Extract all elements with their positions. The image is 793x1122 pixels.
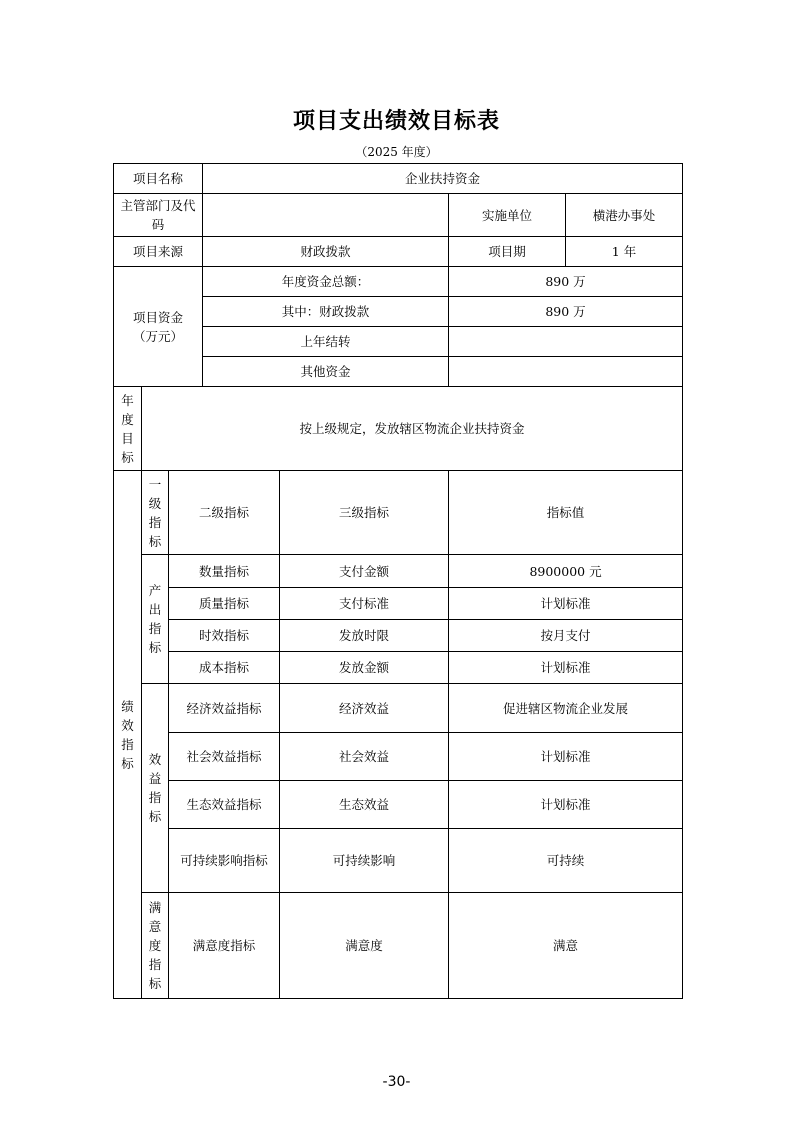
level2-header: 二级指标 xyxy=(169,471,280,555)
project-name-value: 企业扶持资金 xyxy=(203,164,683,194)
annual-goal-text: 按上级规定，发放辖区物流企业扶持资金 xyxy=(142,387,683,471)
funds-label-line2: （万元） xyxy=(133,328,184,344)
benefit-l2: 社会效益指标 xyxy=(169,733,280,781)
dept-value xyxy=(203,194,449,237)
funds-label-line1: 项目资金 xyxy=(133,309,184,325)
output-l3: 发放金额 xyxy=(280,652,449,684)
benefit-l3: 生态效益 xyxy=(280,781,449,829)
benefit-value: 计划标准 xyxy=(449,781,683,829)
output-value: 按月支付 xyxy=(449,620,683,652)
funds-label xyxy=(114,267,203,387)
unit-value: 横港办事处 xyxy=(566,194,683,237)
table-row xyxy=(114,893,683,999)
table-row xyxy=(114,829,683,893)
performance-table xyxy=(113,163,683,999)
funds-other-value xyxy=(449,357,683,387)
page-title: 项目支出绩效目标表 xyxy=(292,108,500,134)
source-label: 项目来源 xyxy=(114,237,203,267)
benefit-label: 效益指标 xyxy=(142,684,169,893)
output-label: 产出指标 xyxy=(142,555,169,684)
benefit-l3: 经济效益 xyxy=(280,684,449,733)
table-row xyxy=(114,620,683,652)
table-row xyxy=(114,684,683,733)
table-row xyxy=(114,588,683,620)
funds-fiscal-label: 其中：财政拨款 xyxy=(203,297,449,327)
funds-carryover-label: 上年结转 xyxy=(203,327,449,357)
source-value: 财政拨款 xyxy=(203,237,449,267)
funds-total-value: 890 万 xyxy=(449,267,683,297)
satisfaction-l2: 满意度指标 xyxy=(169,893,280,999)
level3-header: 三级指标 xyxy=(280,471,449,555)
project-name-row xyxy=(114,164,683,194)
project-name-label: 项目名称 xyxy=(114,164,203,194)
page-number: -30- xyxy=(382,1074,411,1090)
table-row xyxy=(114,781,683,829)
level1-header: 一级指标 xyxy=(142,471,169,555)
funds-other-label: 其他资金 xyxy=(203,357,449,387)
benefit-l3: 可持续影响 xyxy=(280,829,449,893)
benefit-value: 促进辖区物流企业发展 xyxy=(449,684,683,733)
output-l3: 支付金额 xyxy=(280,555,449,588)
table-row xyxy=(114,733,683,781)
year-label: （2025 年度） xyxy=(355,145,438,159)
period-value: 1 年 xyxy=(566,237,683,267)
unit-label: 实施单位 xyxy=(449,194,566,237)
benefit-value: 可持续 xyxy=(449,829,683,893)
benefit-value: 计划标准 xyxy=(449,733,683,781)
output-l2: 成本指标 xyxy=(169,652,280,684)
benefit-l2: 经济效益指标 xyxy=(169,684,280,733)
benefit-l3: 社会效益 xyxy=(280,733,449,781)
annual-goal-label: 年度目标 xyxy=(114,387,142,471)
perf-label: 绩效指标 xyxy=(114,471,142,999)
output-l3: 发放时限 xyxy=(280,620,449,652)
annual-goal-row xyxy=(114,387,683,471)
satisfaction-l3: 满意度 xyxy=(280,893,449,999)
funds-total-label: 年度资金总额： xyxy=(203,267,449,297)
funds-fiscal-value: 890 万 xyxy=(449,297,683,327)
funds-row xyxy=(114,267,683,297)
satisfaction-label: 满意度指标 xyxy=(142,893,169,999)
output-l2: 数量指标 xyxy=(169,555,280,588)
indicator-header-row xyxy=(114,471,683,555)
period-label: 项目期 xyxy=(449,237,566,267)
table-row xyxy=(114,652,683,684)
output-value: 计划标准 xyxy=(449,588,683,620)
dept-label: 主管部门及代码 xyxy=(114,194,203,237)
benefit-l2: 生态效益指标 xyxy=(169,781,280,829)
output-l3: 支付标准 xyxy=(280,588,449,620)
funds-carryover-value xyxy=(449,327,683,357)
output-value: 计划标准 xyxy=(449,652,683,684)
table-row xyxy=(114,555,683,588)
output-value: 8900000 元 xyxy=(449,555,683,588)
satisfaction-value: 满意 xyxy=(449,893,683,999)
output-l2: 时效指标 xyxy=(169,620,280,652)
benefit-l2: 可持续影响指标 xyxy=(169,829,280,893)
output-l2: 质量指标 xyxy=(169,588,280,620)
source-row xyxy=(114,237,683,267)
dept-row xyxy=(114,194,683,237)
value-header: 指标值 xyxy=(449,471,683,555)
